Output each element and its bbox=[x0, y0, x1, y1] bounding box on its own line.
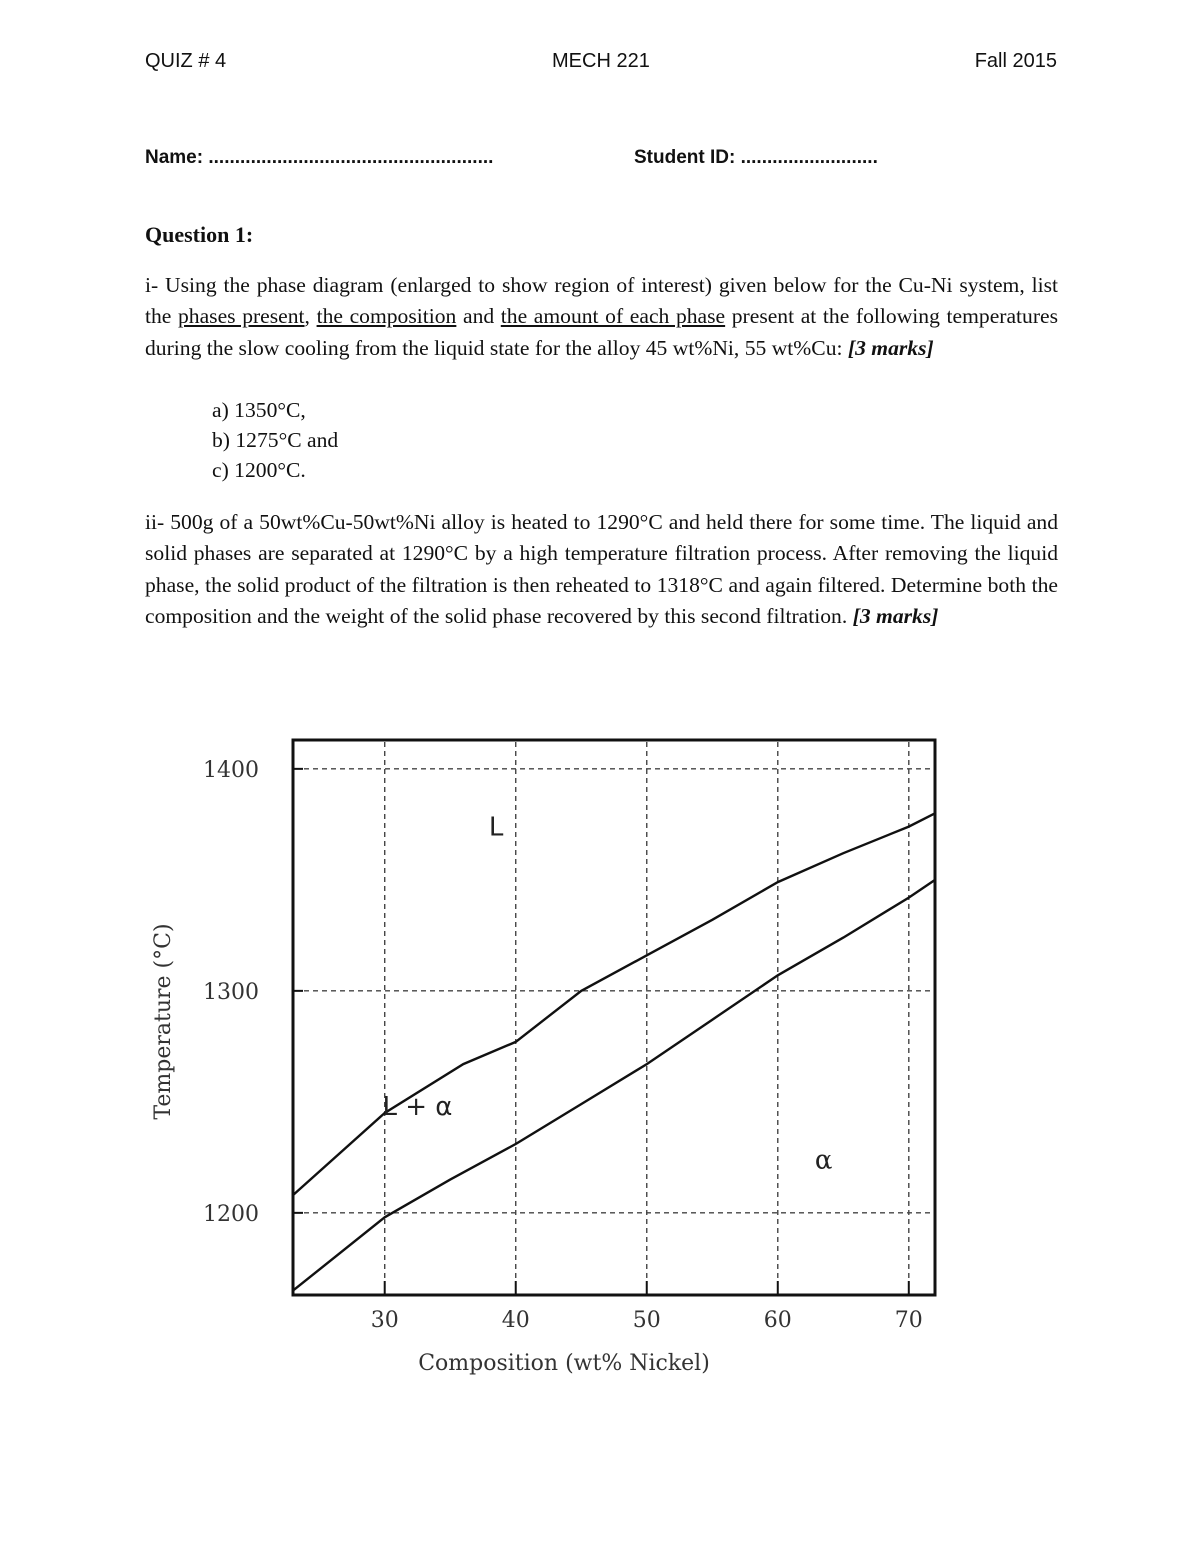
region-label-two-phase: L + α bbox=[382, 1092, 453, 1123]
course-code: MECH 221 bbox=[552, 50, 650, 72]
amount-underlined: the amount of each phase bbox=[500, 304, 726, 329]
x-tick-label: 50 bbox=[632, 1308, 661, 1333]
question-title: Question 1: bbox=[145, 222, 254, 247]
part-i-text-2: , bbox=[304, 304, 317, 329]
x-tick-label: 60 bbox=[763, 1308, 792, 1333]
list-item: a) 1350°C, bbox=[212, 398, 306, 422]
y-tick-label: 1400 bbox=[203, 757, 259, 783]
part-i-text-4: present at the following temperatures during the slow cooling from the liquid state for the alloy 45 wt%Ni, 55 wt%Cu: bbox=[145, 304, 1059, 360]
x-tick-label: 30 bbox=[370, 1308, 399, 1333]
liquidus-line bbox=[293, 813, 935, 1195]
part-ii-marks: [3 marks] bbox=[852, 603, 939, 628]
y-axis-title: Temperature (°C) bbox=[151, 923, 176, 1120]
term: Fall 2015 bbox=[974, 50, 1057, 72]
solidus-line bbox=[293, 880, 935, 1291]
part-i-text-3: and bbox=[456, 304, 501, 329]
part-i-marks: [3 marks] bbox=[847, 335, 934, 360]
y-tick-label: 1300 bbox=[203, 979, 259, 1005]
student-id-field: Student ID: .......................... bbox=[634, 147, 878, 168]
phases-present-underlined: phases present bbox=[178, 304, 305, 329]
y-tick-label: 1200 bbox=[203, 1201, 259, 1227]
x-axis-title: Composition (wt% Nickel) bbox=[418, 1351, 710, 1376]
plot-frame bbox=[293, 740, 935, 1295]
part-ii-text: ii- 500g of a 50wt%Cu-50wt%Ni alloy is heated to 1290°C and held there for some time. The liquid and solid phases are separated at 1290°C by a high temperature filtration process. After removing the liquid phase, the solid product of the filtration is then reheated to 1318°C and again filtered. Determine both the composition and the weight of the solid phase recovered by this second filtration. bbox=[145, 510, 1058, 628]
x-tick-label: 70 bbox=[894, 1308, 923, 1333]
x-tick-label: 40 bbox=[501, 1308, 530, 1333]
name-field: Name: ...................................................... bbox=[145, 147, 494, 168]
part-i-text-1: i- Using the phase diagram (enlarged to show region of interest) given below for the Cu-Ni system, list the bbox=[145, 273, 1058, 329]
list-item: b) 1275°C and bbox=[212, 428, 339, 452]
list-item: c) 1200°C. bbox=[212, 458, 306, 482]
composition-underlined: the composition bbox=[316, 304, 457, 329]
quiz-number: QUIZ # 4 bbox=[145, 50, 227, 72]
region-label-liquid: L bbox=[488, 812, 504, 843]
region-label-alpha: α bbox=[814, 1145, 833, 1176]
